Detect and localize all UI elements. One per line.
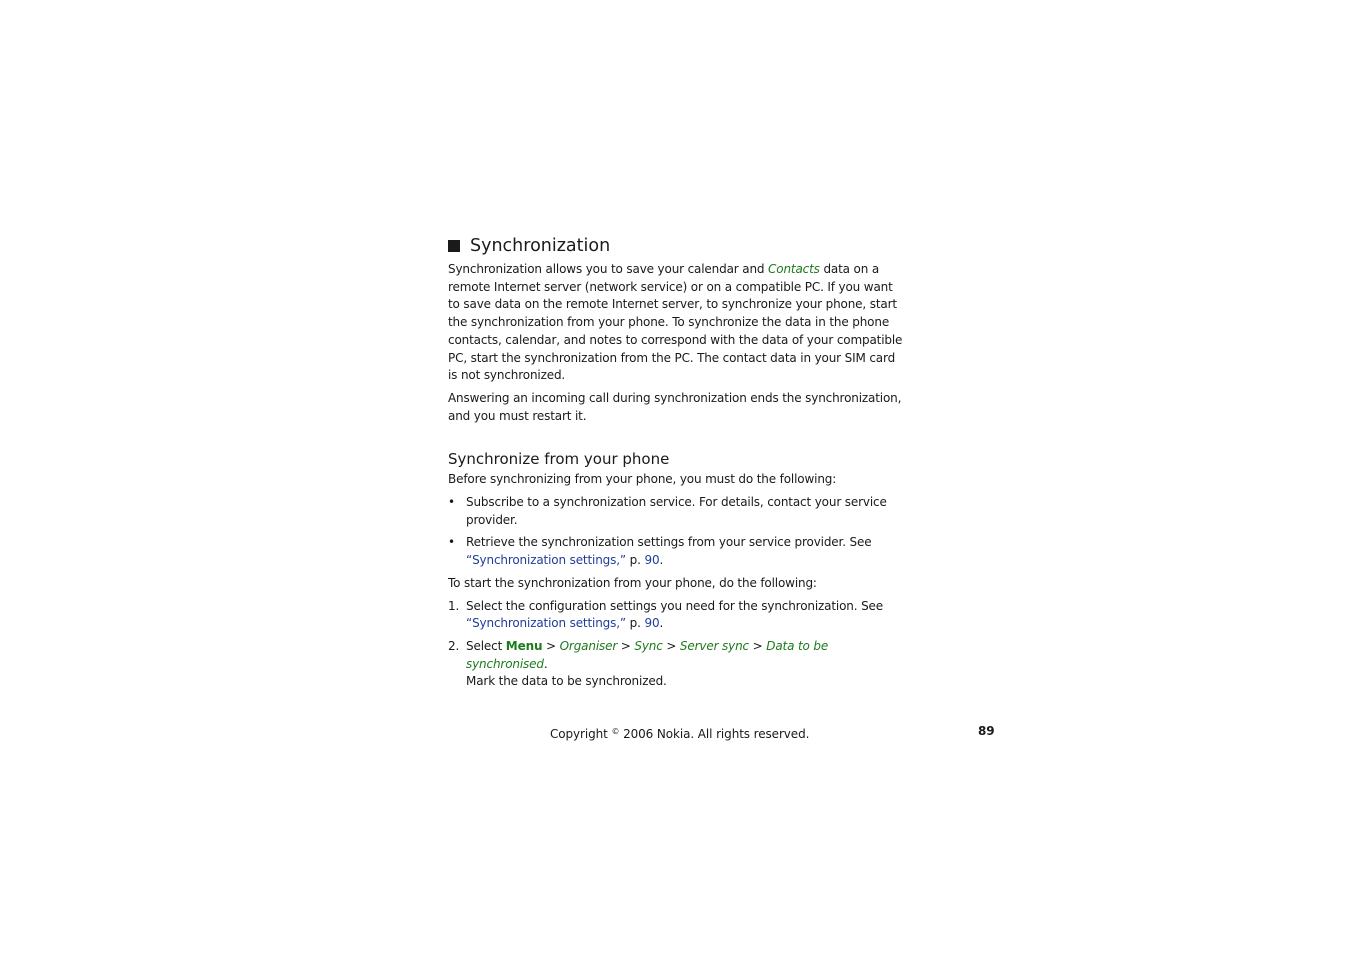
step-instruction: Mark the data to be synchronized.	[466, 674, 667, 689]
call-note-paragraph: Answering an incoming call during synchronization ends the synchronization, and you must restart it.	[448, 390, 902, 423]
prerequisite-list	[448, 494, 904, 570]
sync-settings-link[interactable]: “Synchronization settings,”	[466, 616, 626, 631]
step-number: 2.	[448, 638, 460, 653]
page-ref-link[interactable]: 90	[644, 553, 660, 568]
data-to-be-synchronised-option: Data to be synchronised	[466, 638, 829, 671]
step-item: 1. Select the configuration settings you need for the synchronization. See “Synchronization settings,” p. 90.	[448, 598, 884, 631]
organiser-option: Organiser	[559, 638, 618, 653]
before-text: Before synchronizing from your phone, you must do the following:	[448, 472, 837, 487]
server-sync-option: Server sync	[679, 638, 749, 653]
section-title: Synchronization	[470, 236, 611, 256]
copyright-footer: Copyright © 2006 Nokia. All rights reserved.	[550, 727, 810, 741]
intro-paragraph: Synchronization allows you to save your calendar and Contacts data on a remote Internet server (network service) or on a compatible PC. If you want to save data on the remote Internet server, to synchronize your phone, start the synchronization from your phone. To synchronize the data in the phone contacts, calendar, and notes to correspond with the data of your compatible PC, start the synchronization from the PC. The contact data in your SIM card is not synchronized.	[448, 262, 903, 383]
page-ref-link[interactable]: 90	[644, 616, 660, 631]
subsection-title: Synchronize from your phone	[448, 450, 670, 469]
list-item: • Retrieve the synchronization settings from your service provider. See “Synchronization settings,” p. 90.	[448, 535, 872, 568]
sync-option: Sync	[634, 638, 663, 653]
bullet-icon: •	[448, 495, 455, 510]
copyright-symbol: ©	[611, 727, 620, 736]
square-bullet-icon	[448, 240, 460, 252]
step-item: 2. Select Menu > Organiser > Sync > Server sync > Data to be synchronised. Mark the data to be synchronized.	[448, 638, 829, 689]
page-number: 89	[978, 724, 995, 738]
menu-option: Menu	[505, 638, 543, 653]
list-item: • Subscribe to a synchronization service. For details, contact your service provider.	[448, 495, 887, 527]
document-page	[448, 234, 904, 696]
steps-list	[448, 598, 904, 692]
sync-settings-link[interactable]: “Synchronization settings,”	[466, 553, 626, 568]
bullet-icon: •	[448, 535, 455, 550]
section-heading	[448, 234, 904, 258]
start-text: To start the synchronization from your phone, do the following:	[448, 575, 817, 590]
contacts-option: Contacts	[768, 262, 820, 276]
step-number: 1.	[448, 598, 460, 613]
